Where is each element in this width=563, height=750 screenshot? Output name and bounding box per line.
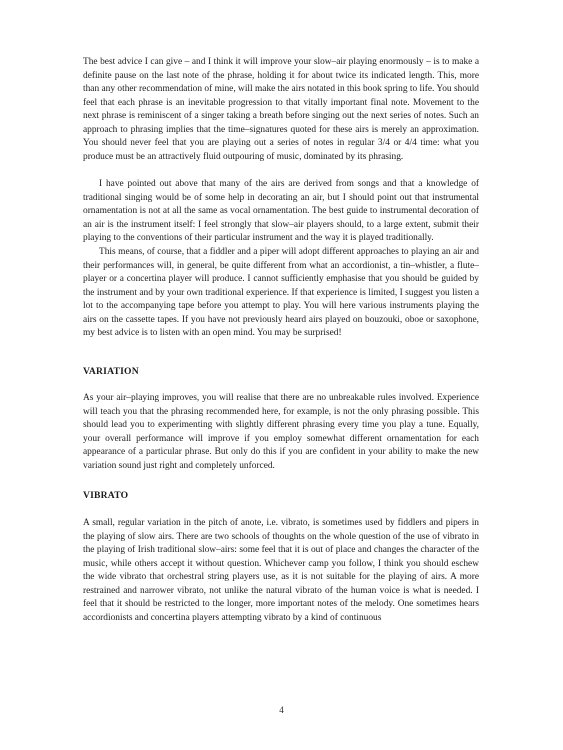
paragraph-instrument-approaches: This means, of course, that a fiddler and a piper will adopt different approaches to playing an air and their performances will, in general, be quite different from what an accordionist, a tin–whistler, a flute–player or a concertina player will produce. I cannot sufficiently emphasise that you should be guided by the instrument and by your own traditional experience. If that experience is limited, I suggest you listen a lot to the accompanying tape before you attempt to play. You will here various instruments playing the airs on the cassette tapes. If you have not previously heard airs played on bouzouki, oboe or saxophone, my best advice is to listen with an open mind. You may be surprised! xyxy=(83,247,479,338)
page-number: 4 xyxy=(279,705,284,715)
section-heading-vibrato: VIBRATO xyxy=(83,490,129,501)
paragraph-variation: As your air–playing improves, you will realise that there are no unbreakable rules involved. Experience will teach you that the phrasing recommended here, for example, is not the only phrasing possible. This should lead you to experimenting with slightly different phrasing every time you play a tune. Equally, your overall performance will improve if you employ somewhat different ornamentation for each appearance of a particular phrase. But only do this if you are confident in your ability to make the new variation sound just right and completely unforced. xyxy=(83,393,479,471)
paragraph-vibrato: A small, regular variation in the pitch of anote, i.e. vibrato, is sometimes used by fiddlers and pipers in the playing of slow airs. There are two schools of thoughts on the whole question of the use of vibrato in the playing of Irish traditional slow–airs: some feel that it is out of place and changes the character of the music, while others accept it without question. Whichever camp you follow, I think you should eschew the wide vibrato that orchestral string players use, as it is not suitable for the playing of airs. A more restrained and narrower vibrato, not unlike the natural vibrato of the human voice is what is needed. I feel that it should be restricted to the longer, more important notes of the melody. One sometimes hears accordionists and concertina players attempting vibrato by a kind of continuous xyxy=(83,518,479,623)
paragraph-ornamentation: I have pointed out above that many of the airs are derived from songs and that a knowledge of traditional singing would be of some help in decorating an air, but I should point out that instrumental ornamentation is not at all the same as vocal ornamentation. The best guide to instrumental decoration of an air is the instrument itself: I feel strongly that slow–air players should, to a large extent, submit their playing to the conventions of their particular instrument and the way it is played traditionally. xyxy=(83,179,479,243)
paragraph-phrasing-advice: The best advice I can give – and I think it will improve your slow–air playing enormously – is to make a definite pause on the last note of the phrase, holding it for about twice its indicated length. This, more than any other recommendation of mine, will make the airs notated in this book spring to life. You should feel that each phrase is an inevitable progression to that vitally important final note. Movement to the next phrase is reminiscent of a singer taking a breath before singing out the next series of notes. Such an approach to phrasing implies that the time–signatures quoted for these airs is merely an approximation. You should never feel that you are playing out a series of notes in regular 3/4 or 4/4 time: what you produce must be an attractively fluid outpouring of music, dominated by its phrasing. xyxy=(83,57,479,162)
section-heading-variation: VARIATION xyxy=(83,366,139,377)
